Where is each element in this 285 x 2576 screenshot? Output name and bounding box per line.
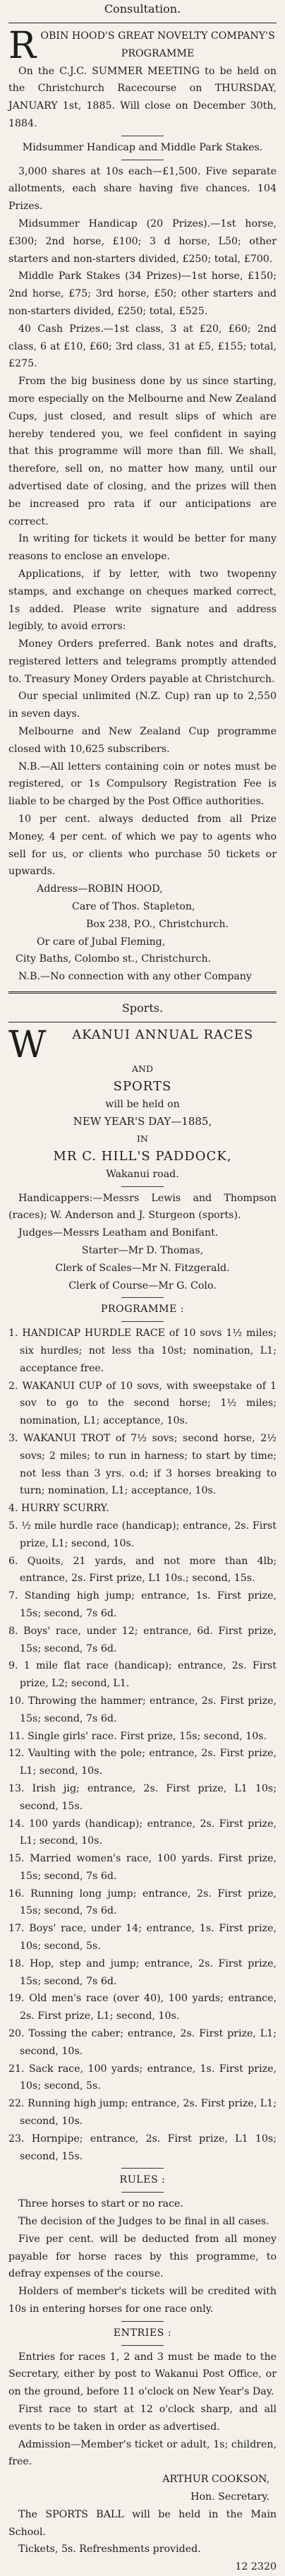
paragraph: 40 Cash Prizes.—1st class, 3 at £20, £60; 2nd class, 6 at £10, £60; 3rd class, 31 at £5, £155; total, £275. [8,323,277,370]
sports-ball-tickets: Tickets, 5s. Refreshments provided. [18,2544,201,2556]
section-heading-sports: Sports. [121,1001,164,1015]
double-divider [8,991,277,994]
and-word: AND [132,1063,153,1075]
drop-cap: R [8,25,37,67]
event-road: Wakanui road. [106,1168,179,1180]
rule-item: Five per cent. will be deducted from all money payable for horse races by this programme, to defray expenses of the course. [8,2233,277,2280]
consultation-title-text: OBIN HOOD'S GREAT NOVELTY COMPANY'S PROGRAMME [40,30,275,59]
short-rule [121,2345,164,2346]
handicappers: Handicappers:—Messrs Lewis and Thompson (races); W. Anderson and J. Sturgeon (sports). [8,1192,277,1222]
address-line: Care of Thos. Stapleton, [72,901,195,913]
rule-item: Holders of member's tickets will be credited with 10s in entering horses for one race only. [8,2286,277,2315]
list-item: 13. Irish jig; entrance, 2s. First prize, L1 10s; second, 15s. [8,1782,277,1812]
list-item: 20. Tossing the caber; entrance, 2s. First prize, L1; second, 10s. [8,2028,277,2057]
short-rule [121,1186,164,1187]
judges: Judges—Messrs Leatham and Bonifant. [18,1227,219,1239]
list-item: 12. Vaulting with the pole; entrance, 2s. First prize, L1; second, 10s. [8,1748,277,1777]
paragraph: Our special unlimited (N.Z. Cup) ran up to 2,550 in seven days. [8,691,277,720]
list-item: 11. Single girls' race. First prize, 15s; second, 10s. [8,1730,267,1742]
list-item: 8. Boys' race, under 12; entrance, 6d. First prize, 15s; second, 7s 6d. [8,1625,277,1654]
list-item: 23. Hornpipe; entrance, 2s. First prize, L1 10s; second, 15s. [8,2133,277,2162]
event-date: NEW YEAR'S DAY—1885, [73,1115,212,1128]
address-line: City Baths, Colombo st., Christchurch. [16,953,212,965]
paragraph: N.B.—All letters containing coin or notes must be registered, or 1s Compulsory Registration Fee is liable to be charged by the Post Office authorities. [8,761,277,808]
advert-reference: 12 2320 [235,2561,277,2573]
list-item: 1. HANDICAP HURDLE RACE of 10 sovs 1½ miles; six hurdles; not less tha 10st; nomination, L1; acceptance free. [8,1328,277,1374]
list-item: 10. Throwing the hammer; entrance, 2s. First prize, 15s; second, 7s 6d. [8,1695,277,1724]
paragraph: 3,000 shares at 10s each—£1,500. Five separate allotments, each share having five chances. 104 Prizes. [8,165,277,213]
list-item: 6. Quoits, 21 yards, and not more than 4lb; entrance, 2s. First prize, L1 10s.; second, 15s. [8,1555,277,1585]
in-word: IN [137,1133,148,1145]
entry-item: First race to start at 12 o'clock sharp, and all events to be taken in order as advertised. [8,2404,277,2433]
clerk-of-course: Clerk of Course—Mr G. Colo. [68,1280,217,1292]
list-item: 5. ½ mile hurdle race (handicap); entrance, 2s. First prize, L1; second, 10s. [8,1520,277,1549]
consultation-title [8,25,277,67]
paragraph: In writing for tickets it would be better for many reasons to enclose an envelope. [8,533,277,563]
list-item: 19. Old men's race (over 40), 100 yards; entrance, 2s. First prize, L1; second, 10s. [8,1993,277,2022]
rule-item: Three horses to start or no race. [18,2198,183,2210]
clerk-of-scales: Clerk of Scales—Mr N. Fitzgerald. [55,1262,230,1274]
paragraph: Applications, if by letter, with two twopenny stamps, and exchange on cheques marked correct, 1s added. Please write signature and address legibly, to avoid errors: [8,568,277,633]
programme-label: PROGRAMME : [100,1304,185,1316]
short-rule [121,2168,164,2169]
list-item: 2. WAKANUI CUP of 10 sovs, with sweepstake of 1 sov to go to the second horse; 1½ miles; nomination, L1; acceptance, 10s. [8,1380,277,1427]
rules-label: RULES : [119,2174,166,2186]
paragraph: Melbourne and New Zealand Cup programme closed with 10,625 subscribers. [8,726,277,755]
sports-title-text: AKANUI ANNUAL RACES [72,1027,254,1043]
consultation-subheading: Midsummer Handicap and Middle Park Stakes. [22,141,263,153]
event-place: MR C. HILL'S PADDOCK, [53,1149,232,1164]
paragraph: Middle Park Stakes (34 Prizes)—1st horse, £150; 2nd horse, £75; 3rd horse, £50; other starters and non-starters divided, £250; total, £525. [8,270,277,317]
entry-item: Admission—Member's ticket or adult, 1s; children, free. [8,2438,277,2468]
list-item: 15. Married women's race, 100 yards. First prize, 15s; second, 7s 6d. [8,1853,277,1882]
list-item: 14. 100 yards (handicap); entrance, 2s. First prize, L1; second, 10s. [8,1818,277,1847]
sports-ball: The SPORTS BALL will be held in the Main School. [8,2508,277,2538]
starter: Starter—Mr D. Thomas, [81,1245,204,1256]
entries-label: ENTRIES : [113,2327,172,2339]
drop-cap: W [8,1024,47,1067]
entry-item: Entries for races 1, 2 and 3 must be made to the Secretary, either by post to Wakanui Post Office, or on the ground, before 11 o'clock on New Year's Day. [8,2351,277,2398]
sports-title [8,1024,277,1067]
secretary-name: ARTHUR COOKSON, [162,2474,269,2486]
programme-list [8,1325,277,2165]
list-item: 18. Hop, step and jump; entrance, 2s. First prize, 15s; second, 7s 6d. [8,1957,277,1987]
sports-word: SPORTS [113,1078,172,1094]
list-item: 7. Standing high jump; entrance, 1s. First prize, 15s; second, 7s 6d. [8,1590,277,1619]
list-item: 3. WAKANUI TROT of 7½ sovs; second horse, 2½ sovs; 2 miles; to run in harness; to start by time; not less than 3 yrs. o.d; if 3 horses breaking to turn; nomination, L1; acceptance, 10s. [8,1432,277,1497]
short-rule [121,1297,164,1298]
paragraph: Money Orders preferred. Bank notes and drafts, registered letters and telegrams promptly attended to. Treasury Money Orders payable at Christchurch. [8,638,277,685]
list-item: 21. Sack race, 100 yards; entrance, 1s. First prize, 10s; second, 5s. [8,2063,277,2092]
rule-item: The decision of the Judges to be final in all cases. [18,2216,269,2228]
list-item: 9. 1 mile flat race (handicap); entrance, 2s. First prize, L2; second, L1. [8,1660,277,1690]
short-rule [121,2321,164,2322]
list-item: 22. Running high jump; entrance, 2s. First prize, L1; second, 10s. [8,2098,277,2128]
address-line: Box 238, P.O., Christchurch. [86,918,229,930]
will-be-held: will be held on [105,1098,180,1110]
list-item: 4. HURRY SCURRY. [8,1503,109,1515]
list-item: 17. Boys' race, under 14; entrance, 1s. First prize, 10s; second, 5s. [8,1923,277,1952]
paragraph: 10 per cent. always deducted from all Prize Money, 4 per cent. of which we pay to agents who sell for us, or clients who purchase 50 tickets or upwards. [8,813,277,878]
list-item: 16. Running long jump; entrance, 2s. First prize, 15s; second, 7s 6d. [8,1888,277,1917]
paragraph-nb: N.B.—No connection with any other Company [18,971,252,983]
paragraph: From the big business done by us since starting, more especially on the Melbourne and New Zealand Cups, just closed, and result slips of which are hereby tendered you, we feel confident in saying that this programme will more than fill. We shall, therefore, sell on, no matter how many, until our advertised date of closing, and the prizes will then be increased pro rata if our anticipations are correct. [8,376,277,527]
paragraph: Midsummer Handicap (20 Prizes).—1st horse, £300; 2nd horse, £100; 3 d horse, L50; other starters and non-starters divided, £250; total, £700. [8,217,277,265]
consultation-intro: On the C.J.C. SUMMER MEETING to be held on the Christchurch Racecourse on THURSDAY, JANUARY 1st, 1885. Will close on December 30th, 1884. [8,65,277,129]
short-rule [121,1321,164,1322]
short-rule [121,2192,164,2193]
section-heading-consultation: Consultation. [104,2,181,16]
address-line: Address—ROBIN HOOD, [37,883,163,895]
secretary-title: Hon. Secretary. [190,2491,269,2503]
address-line: Or care of Jubal Fleming, [37,936,166,948]
